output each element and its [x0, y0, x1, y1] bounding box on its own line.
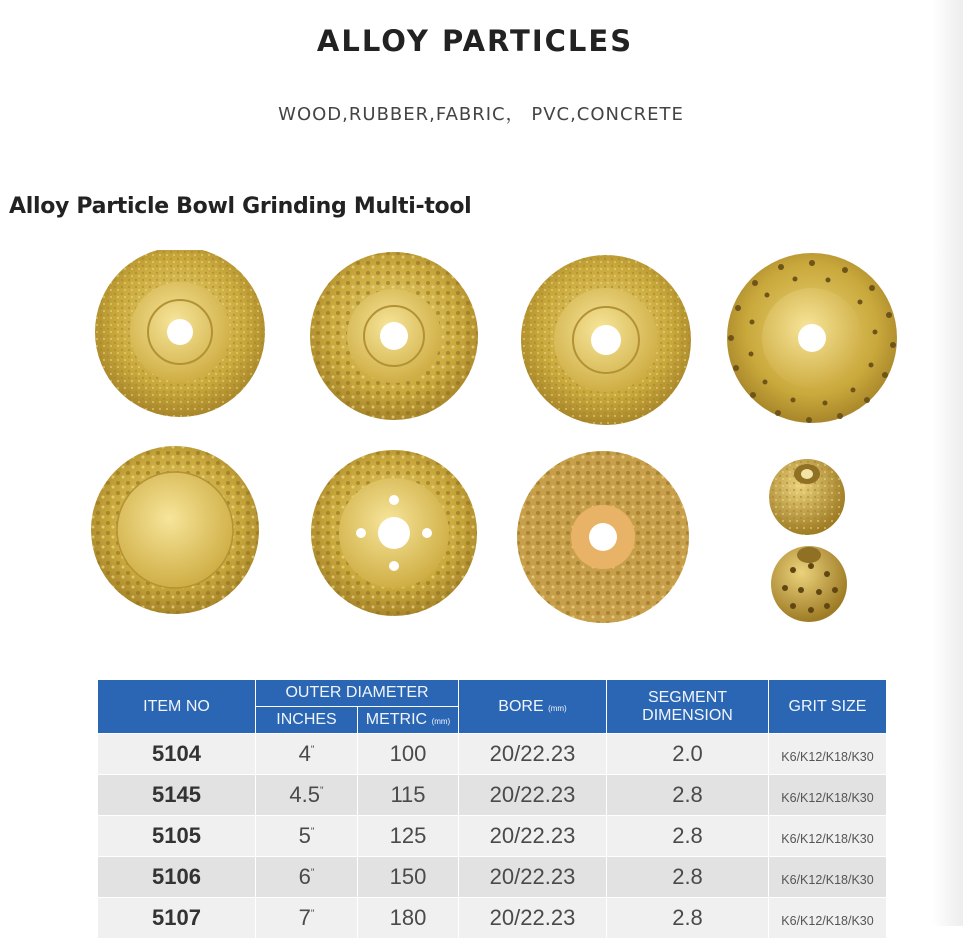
section-heading: Alloy Particle Bowl Grinding Multi-tool — [9, 194, 472, 219]
header-metric — [358, 707, 459, 734]
grit-cell: K6/K12/K18/K30 — [769, 775, 887, 816]
page-title: ALLOY PARTICLES — [316, 24, 634, 58]
table-row — [98, 898, 887, 939]
bore-cell: 20/22.23 — [459, 816, 607, 857]
metric-cell: 150 — [358, 857, 459, 898]
spec-table — [97, 679, 887, 939]
inches-value: 7 — [298, 905, 311, 930]
inch-mark: " — [310, 908, 315, 920]
header-segment-line2: DIMENSION — [642, 706, 733, 724]
table-row — [98, 734, 887, 775]
header-metric-label: METRIC — [365, 711, 428, 728]
table-row — [98, 857, 887, 898]
inch-mark: " — [310, 826, 315, 838]
metric-cell: 100 — [358, 734, 459, 775]
metric-cell: 180 — [358, 898, 459, 939]
bore-cell: 20/22.23 — [459, 857, 607, 898]
segment-cell: 2.8 — [607, 775, 769, 816]
header-bore-label: BORE — [498, 697, 544, 715]
inches-value: 4 — [298, 741, 311, 766]
header-outer-diameter: OUTER DIAMETER — [256, 680, 459, 707]
grit-cell: K6/K12/K18/K30 — [769, 734, 887, 775]
header-item-no: ITEM NO — [98, 680, 256, 734]
segment-cell: 2.8 — [607, 898, 769, 939]
inch-mark: " — [310, 744, 315, 756]
bore-cell: 20/22.23 — [459, 898, 607, 939]
grinding-disc-image — [310, 252, 478, 420]
grit-cell: K6/K12/K18/K30 — [769, 816, 887, 857]
table-row — [98, 775, 887, 816]
grit-cell: K6/K12/K18/K30 — [769, 857, 887, 898]
header-inches: INCHES — [256, 707, 358, 734]
header-grit-size: GRIT SIZE — [769, 680, 887, 734]
bore-cell: 20/22.23 — [459, 775, 607, 816]
inches-value: 4.5 — [289, 782, 321, 807]
table-row — [98, 816, 887, 857]
grinding-disc-image — [311, 450, 477, 616]
segment-cell: 2.0 — [607, 734, 769, 775]
item-no-cell: 5104 — [98, 734, 256, 775]
segment-cell: 2.8 — [607, 816, 769, 857]
item-no-cell: 5105 — [98, 816, 256, 857]
inches-cell — [256, 734, 358, 775]
header-metric-unit: (mm) — [431, 717, 451, 726]
page-edge-shade — [932, 0, 963, 926]
grinding-disc-image — [517, 451, 689, 623]
grinding-disc-image — [91, 446, 259, 614]
grinding-disc-image — [521, 255, 691, 425]
inches-value: 6 — [298, 864, 311, 889]
header-segment-dimension — [607, 680, 769, 734]
header-segment-line1: SEGMENT — [647, 688, 728, 706]
inches-cell — [256, 857, 358, 898]
grit-cell: K6/K12/K18/K30 — [769, 898, 887, 939]
product-photos — [85, 250, 915, 630]
item-no-cell: 5145 — [98, 775, 256, 816]
mounted-point-image — [769, 459, 845, 535]
grinding-disc-image — [95, 250, 265, 417]
segment-cell: 2.8 — [607, 857, 769, 898]
metric-cell: 125 — [358, 816, 459, 857]
page-subtitle: WOOD,RUBBER,FABRIC， PVC,CONCRETE — [278, 104, 684, 125]
inches-cell — [256, 898, 358, 939]
inches-value: 5 — [298, 823, 311, 848]
inch-mark: " — [310, 867, 315, 879]
bore-cell: 20/22.23 — [459, 734, 607, 775]
item-no-cell: 5107 — [98, 898, 256, 939]
item-no-cell: 5106 — [98, 857, 256, 898]
inches-cell — [256, 816, 358, 857]
grinding-disc-image — [727, 253, 897, 423]
header-bore — [459, 680, 607, 734]
mounted-point-image — [771, 546, 847, 622]
inch-mark: " — [320, 785, 324, 797]
inches-cell — [256, 775, 358, 816]
header-bore-unit: (mm) — [548, 703, 567, 713]
metric-cell: 115 — [358, 775, 459, 816]
